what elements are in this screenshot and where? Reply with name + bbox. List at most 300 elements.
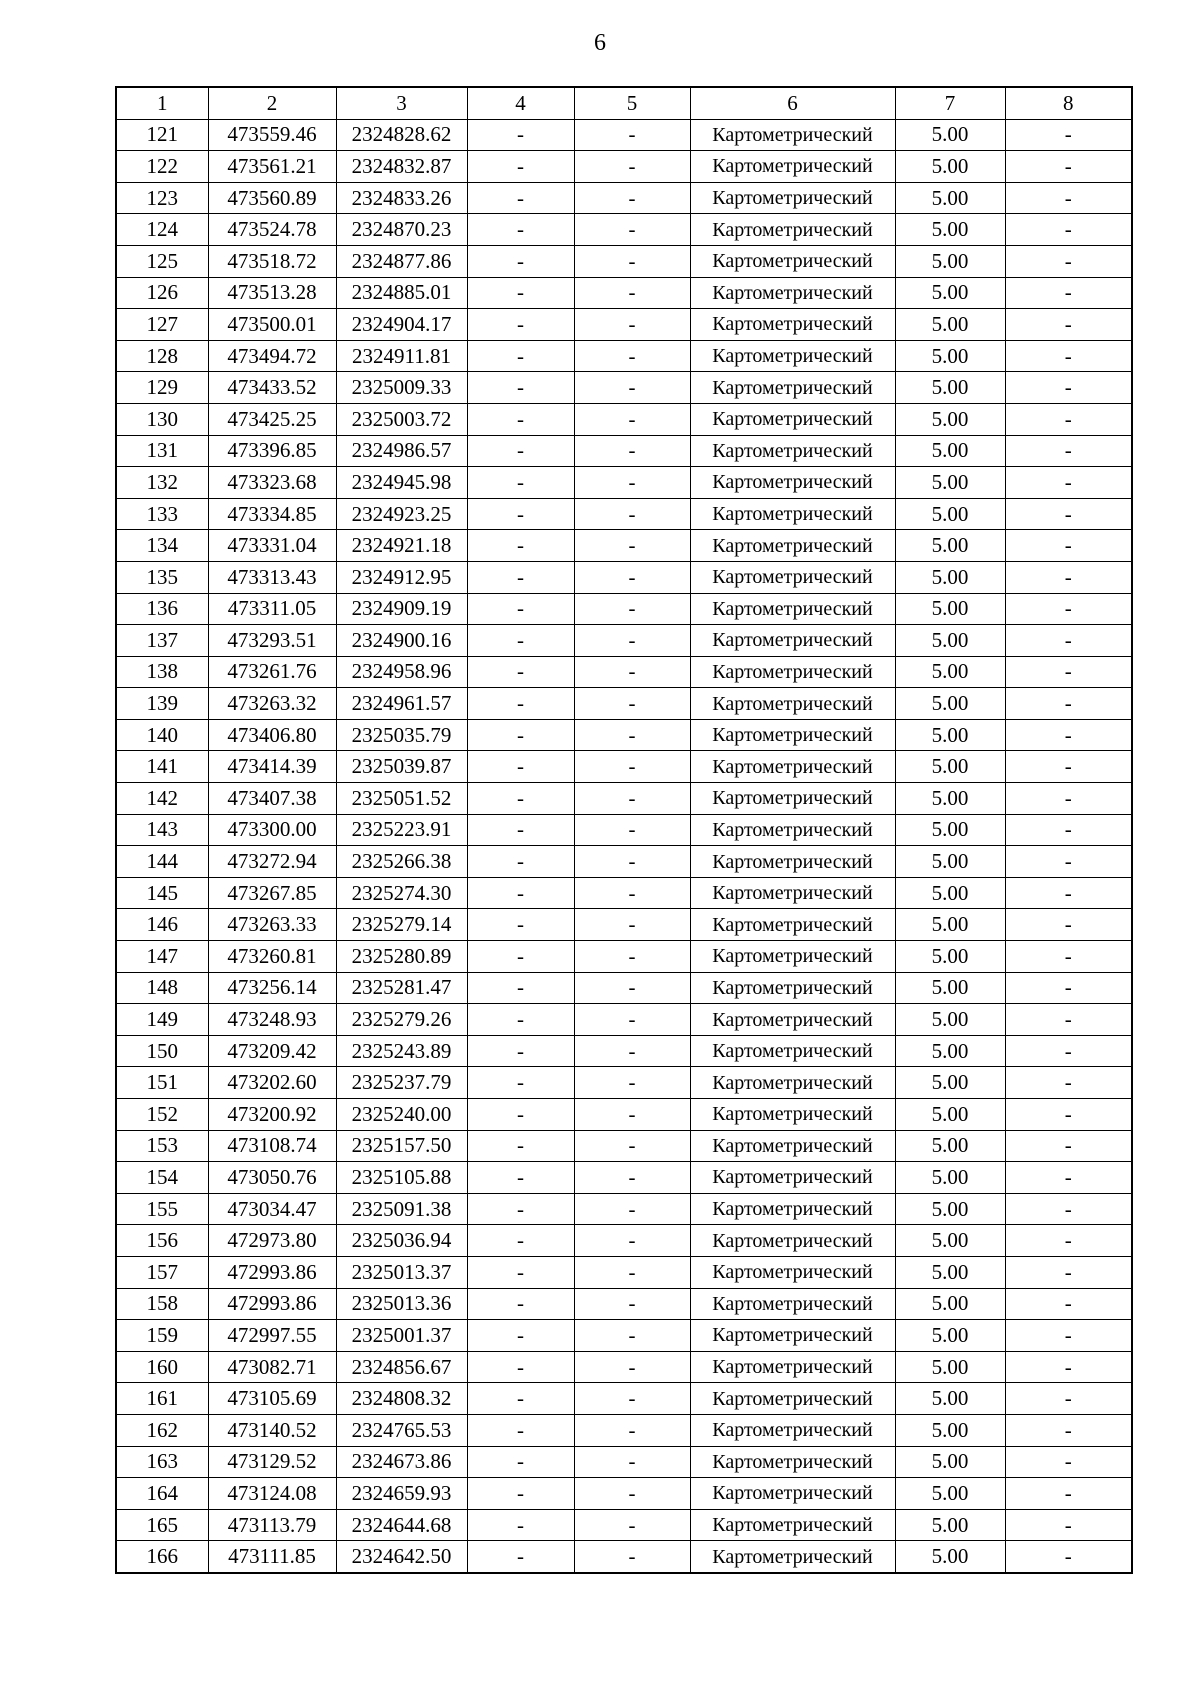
- col8-cell: -: [1005, 972, 1132, 1004]
- col8-cell: -: [1005, 593, 1132, 625]
- x-coordinate-cell: 473414.39: [208, 751, 336, 783]
- accuracy-cell: 5.00: [895, 1478, 1005, 1510]
- col5-cell: -: [574, 1414, 690, 1446]
- col5-cell: -: [574, 877, 690, 909]
- accuracy-cell: 5.00: [895, 277, 1005, 309]
- accuracy-cell: 5.00: [895, 1256, 1005, 1288]
- point-number-cell: 155: [116, 1193, 208, 1225]
- column-header: 2: [208, 87, 336, 119]
- accuracy-cell: 5.00: [895, 214, 1005, 246]
- accuracy-cell: 5.00: [895, 846, 1005, 878]
- table-row: [116, 1320, 1132, 1352]
- y-coordinate-cell: 2324673.86: [336, 1446, 467, 1478]
- y-coordinate-cell: 2325243.89: [336, 1035, 467, 1067]
- accuracy-cell: 5.00: [895, 593, 1005, 625]
- col5-cell: -: [574, 1509, 690, 1541]
- x-coordinate-cell: 473108.74: [208, 1130, 336, 1162]
- x-coordinate-cell: 473248.93: [208, 1004, 336, 1036]
- col8-cell: -: [1005, 1067, 1132, 1099]
- col4-cell: -: [467, 1288, 574, 1320]
- x-coordinate-cell: 473313.43: [208, 561, 336, 593]
- y-coordinate-cell: 2324828.62: [336, 119, 467, 151]
- point-number-cell: 131: [116, 435, 208, 467]
- col8-cell: -: [1005, 719, 1132, 751]
- col8-cell: -: [1005, 1320, 1132, 1352]
- y-coordinate-cell: 2325035.79: [336, 719, 467, 751]
- method-cell: Картометрический: [690, 1225, 895, 1257]
- accuracy-cell: 5.00: [895, 1035, 1005, 1067]
- table-row: [116, 498, 1132, 530]
- method-cell: Картометрический: [690, 656, 895, 688]
- accuracy-cell: 5.00: [895, 119, 1005, 151]
- col8-cell: -: [1005, 530, 1132, 562]
- y-coordinate-cell: 2325280.89: [336, 941, 467, 973]
- y-coordinate-cell: 2324986.57: [336, 435, 467, 467]
- x-coordinate-cell: 473111.85: [208, 1541, 336, 1573]
- method-cell: Картометрический: [690, 877, 895, 909]
- col8-cell: -: [1005, 403, 1132, 435]
- table-row: [116, 1351, 1132, 1383]
- method-cell: Картометрический: [690, 1320, 895, 1352]
- accuracy-cell: 5.00: [895, 245, 1005, 277]
- col4-cell: -: [467, 814, 574, 846]
- col8-cell: -: [1005, 846, 1132, 878]
- accuracy-cell: 5.00: [895, 403, 1005, 435]
- point-number-cell: 126: [116, 277, 208, 309]
- method-cell: Картометрический: [690, 972, 895, 1004]
- accuracy-cell: 5.00: [895, 719, 1005, 751]
- x-coordinate-cell: 472997.55: [208, 1320, 336, 1352]
- table-row: [116, 625, 1132, 657]
- method-cell: Картометрический: [690, 309, 895, 341]
- col8-cell: -: [1005, 119, 1132, 151]
- point-number-cell: 150: [116, 1035, 208, 1067]
- x-coordinate-cell: 473396.85: [208, 435, 336, 467]
- y-coordinate-cell: 2324856.67: [336, 1351, 467, 1383]
- x-coordinate-cell: 473129.52: [208, 1446, 336, 1478]
- col5-cell: -: [574, 340, 690, 372]
- col8-cell: -: [1005, 1351, 1132, 1383]
- accuracy-cell: 5.00: [895, 783, 1005, 815]
- col4-cell: -: [467, 309, 574, 341]
- y-coordinate-cell: 2325051.52: [336, 783, 467, 815]
- accuracy-cell: 5.00: [895, 909, 1005, 941]
- col5-cell: -: [574, 1320, 690, 1352]
- accuracy-cell: 5.00: [895, 1320, 1005, 1352]
- col8-cell: -: [1005, 309, 1132, 341]
- method-cell: Картометрический: [690, 1162, 895, 1194]
- method-cell: Картометрический: [690, 941, 895, 973]
- y-coordinate-cell: 2324642.50: [336, 1541, 467, 1573]
- method-cell: Картометрический: [690, 340, 895, 372]
- x-coordinate-cell: 473524.78: [208, 214, 336, 246]
- x-coordinate-cell: 473105.69: [208, 1383, 336, 1415]
- col5-cell: -: [574, 182, 690, 214]
- table-row: [116, 1541, 1132, 1573]
- accuracy-cell: 5.00: [895, 1162, 1005, 1194]
- col8-cell: -: [1005, 688, 1132, 720]
- y-coordinate-cell: 2325279.26: [336, 1004, 467, 1036]
- y-coordinate-cell: 2325279.14: [336, 909, 467, 941]
- col5-cell: -: [574, 1446, 690, 1478]
- col8-cell: -: [1005, 1162, 1132, 1194]
- column-header: 7: [895, 87, 1005, 119]
- method-cell: Картометрический: [690, 530, 895, 562]
- x-coordinate-cell: 473407.38: [208, 783, 336, 815]
- accuracy-cell: 5.00: [895, 340, 1005, 372]
- point-number-cell: 161: [116, 1383, 208, 1415]
- method-cell: Картометрический: [690, 688, 895, 720]
- col8-cell: -: [1005, 435, 1132, 467]
- table-row: [116, 751, 1132, 783]
- table-row: [116, 783, 1132, 815]
- method-cell: Картометрический: [690, 372, 895, 404]
- x-coordinate-cell: 473124.08: [208, 1478, 336, 1510]
- x-coordinate-cell: 473331.04: [208, 530, 336, 562]
- table-row: [116, 1099, 1132, 1131]
- point-number-cell: 139: [116, 688, 208, 720]
- method-cell: Картометрический: [690, 751, 895, 783]
- x-coordinate-cell: 473261.76: [208, 656, 336, 688]
- method-cell: Картометрический: [690, 1004, 895, 1036]
- accuracy-cell: 5.00: [895, 435, 1005, 467]
- y-coordinate-cell: 2324659.93: [336, 1478, 467, 1510]
- method-cell: Картометрический: [690, 593, 895, 625]
- col8-cell: -: [1005, 467, 1132, 499]
- point-number-cell: 158: [116, 1288, 208, 1320]
- table-row: [116, 1067, 1132, 1099]
- col4-cell: -: [467, 1004, 574, 1036]
- col5-cell: -: [574, 783, 690, 815]
- col8-cell: -: [1005, 1225, 1132, 1257]
- point-number-cell: 151: [116, 1067, 208, 1099]
- col8-cell: -: [1005, 340, 1132, 372]
- col8-cell: -: [1005, 1509, 1132, 1541]
- col4-cell: -: [467, 972, 574, 1004]
- table-row: [116, 467, 1132, 499]
- col8-cell: -: [1005, 1414, 1132, 1446]
- col8-cell: -: [1005, 1446, 1132, 1478]
- y-coordinate-cell: 2324832.87: [336, 151, 467, 183]
- x-coordinate-cell: 473140.52: [208, 1414, 336, 1446]
- col5-cell: -: [574, 1130, 690, 1162]
- x-coordinate-cell: 473272.94: [208, 846, 336, 878]
- method-cell: Картометрический: [690, 1478, 895, 1510]
- col4-cell: -: [467, 119, 574, 151]
- method-cell: Картометрический: [690, 498, 895, 530]
- table-row: [116, 214, 1132, 246]
- y-coordinate-cell: 2324870.23: [336, 214, 467, 246]
- y-coordinate-cell: 2324765.53: [336, 1414, 467, 1446]
- x-coordinate-cell: 473323.68: [208, 467, 336, 499]
- point-number-cell: 127: [116, 309, 208, 341]
- header-row: [116, 87, 1132, 119]
- col5-cell: -: [574, 846, 690, 878]
- accuracy-cell: 5.00: [895, 1067, 1005, 1099]
- col8-cell: -: [1005, 783, 1132, 815]
- point-number-cell: 160: [116, 1351, 208, 1383]
- y-coordinate-cell: 2325013.37: [336, 1256, 467, 1288]
- y-coordinate-cell: 2324945.98: [336, 467, 467, 499]
- col4-cell: -: [467, 909, 574, 941]
- col4-cell: -: [467, 1067, 574, 1099]
- method-cell: Картометрический: [690, 245, 895, 277]
- point-number-cell: 133: [116, 498, 208, 530]
- method-cell: Картометрический: [690, 1351, 895, 1383]
- table-row: [116, 688, 1132, 720]
- method-cell: Картометрический: [690, 214, 895, 246]
- point-number-cell: 152: [116, 1099, 208, 1131]
- y-coordinate-cell: 2325266.38: [336, 846, 467, 878]
- col4-cell: -: [467, 182, 574, 214]
- col8-cell: -: [1005, 151, 1132, 183]
- table-row: [116, 1162, 1132, 1194]
- col4-cell: -: [467, 1351, 574, 1383]
- x-coordinate-cell: 473263.33: [208, 909, 336, 941]
- col4-cell: -: [467, 1225, 574, 1257]
- point-number-cell: 138: [116, 656, 208, 688]
- point-number-cell: 148: [116, 972, 208, 1004]
- table-row: [116, 1478, 1132, 1510]
- point-number-cell: 166: [116, 1541, 208, 1573]
- point-number-cell: 124: [116, 214, 208, 246]
- col4-cell: -: [467, 403, 574, 435]
- col4-cell: -: [467, 1130, 574, 1162]
- y-coordinate-cell: 2324808.32: [336, 1383, 467, 1415]
- table-row: [116, 151, 1132, 183]
- col5-cell: -: [574, 972, 690, 1004]
- x-coordinate-cell: 473050.76: [208, 1162, 336, 1194]
- y-coordinate-cell: 2325013.36: [336, 1288, 467, 1320]
- table-row: [116, 1130, 1132, 1162]
- method-cell: Картометрический: [690, 1446, 895, 1478]
- accuracy-cell: 5.00: [895, 467, 1005, 499]
- table-row: [116, 814, 1132, 846]
- x-coordinate-cell: 473202.60: [208, 1067, 336, 1099]
- accuracy-cell: 5.00: [895, 1446, 1005, 1478]
- y-coordinate-cell: 2325091.38: [336, 1193, 467, 1225]
- y-coordinate-cell: 2324904.17: [336, 309, 467, 341]
- method-cell: Картометрический: [690, 182, 895, 214]
- accuracy-cell: 5.00: [895, 1288, 1005, 1320]
- y-coordinate-cell: 2325274.30: [336, 877, 467, 909]
- col5-cell: -: [574, 941, 690, 973]
- x-coordinate-cell: 473561.21: [208, 151, 336, 183]
- method-cell: Картометрический: [690, 846, 895, 878]
- accuracy-cell: 5.00: [895, 1414, 1005, 1446]
- col4-cell: -: [467, 1035, 574, 1067]
- col5-cell: -: [574, 814, 690, 846]
- y-coordinate-cell: 2325001.37: [336, 1320, 467, 1352]
- page-number: 6: [594, 30, 606, 56]
- table-row: [116, 435, 1132, 467]
- x-coordinate-cell: 473433.52: [208, 372, 336, 404]
- col5-cell: -: [574, 751, 690, 783]
- method-cell: Картометрический: [690, 119, 895, 151]
- method-cell: Картометрический: [690, 1256, 895, 1288]
- col4-cell: -: [467, 530, 574, 562]
- method-cell: Картометрический: [690, 1509, 895, 1541]
- table-row: [116, 1225, 1132, 1257]
- x-coordinate-cell: 473082.71: [208, 1351, 336, 1383]
- point-number-cell: 137: [116, 625, 208, 657]
- method-cell: Картометрический: [690, 1099, 895, 1131]
- column-header: 3: [336, 87, 467, 119]
- accuracy-cell: 5.00: [895, 1351, 1005, 1383]
- col8-cell: -: [1005, 1383, 1132, 1415]
- col4-cell: -: [467, 245, 574, 277]
- table-row: [116, 403, 1132, 435]
- table-row: [116, 1414, 1132, 1446]
- col5-cell: -: [574, 561, 690, 593]
- y-coordinate-cell: 2324923.25: [336, 498, 467, 530]
- y-coordinate-cell: 2324833.26: [336, 182, 467, 214]
- accuracy-cell: 5.00: [895, 1509, 1005, 1541]
- table-row: [116, 119, 1132, 151]
- col5-cell: -: [574, 467, 690, 499]
- method-cell: Картометрический: [690, 561, 895, 593]
- table-row: [116, 719, 1132, 751]
- point-number-cell: 144: [116, 846, 208, 878]
- table-row: [116, 1383, 1132, 1415]
- col4-cell: -: [467, 941, 574, 973]
- method-cell: Картометрический: [690, 403, 895, 435]
- point-number-cell: 162: [116, 1414, 208, 1446]
- method-cell: Картометрический: [690, 1541, 895, 1573]
- accuracy-cell: 5.00: [895, 1193, 1005, 1225]
- col8-cell: -: [1005, 877, 1132, 909]
- y-coordinate-cell: 2324961.57: [336, 688, 467, 720]
- accuracy-cell: 5.00: [895, 1004, 1005, 1036]
- col4-cell: -: [467, 1193, 574, 1225]
- point-number-cell: 142: [116, 783, 208, 815]
- col5-cell: -: [574, 1162, 690, 1194]
- x-coordinate-cell: 473200.92: [208, 1099, 336, 1131]
- col5-cell: -: [574, 688, 690, 720]
- col5-cell: -: [574, 1067, 690, 1099]
- col4-cell: -: [467, 1383, 574, 1415]
- col4-cell: -: [467, 277, 574, 309]
- point-number-cell: 128: [116, 340, 208, 372]
- col8-cell: -: [1005, 182, 1132, 214]
- col5-cell: -: [574, 151, 690, 183]
- point-number-cell: 149: [116, 1004, 208, 1036]
- col5-cell: -: [574, 1004, 690, 1036]
- x-coordinate-cell: 472993.86: [208, 1288, 336, 1320]
- x-coordinate-cell: 473263.32: [208, 688, 336, 720]
- point-number-cell: 121: [116, 119, 208, 151]
- method-cell: Картометрический: [690, 625, 895, 657]
- table-row: [116, 1509, 1132, 1541]
- col4-cell: -: [467, 1256, 574, 1288]
- column-header: 8: [1005, 87, 1132, 119]
- x-coordinate-cell: 473267.85: [208, 877, 336, 909]
- point-number-cell: 140: [116, 719, 208, 751]
- y-coordinate-cell: 2324900.16: [336, 625, 467, 657]
- accuracy-cell: 5.00: [895, 941, 1005, 973]
- table-row: [116, 656, 1132, 688]
- method-cell: Картометрический: [690, 277, 895, 309]
- col8-cell: -: [1005, 1478, 1132, 1510]
- point-number-cell: 156: [116, 1225, 208, 1257]
- accuracy-cell: 5.00: [895, 561, 1005, 593]
- point-number-cell: 134: [116, 530, 208, 562]
- col4-cell: -: [467, 1414, 574, 1446]
- table-row: [116, 877, 1132, 909]
- col5-cell: -: [574, 245, 690, 277]
- col5-cell: -: [574, 403, 690, 435]
- col5-cell: -: [574, 530, 690, 562]
- col8-cell: -: [1005, 625, 1132, 657]
- col8-cell: -: [1005, 245, 1132, 277]
- x-coordinate-cell: 473500.01: [208, 309, 336, 341]
- col5-cell: -: [574, 1099, 690, 1131]
- col4-cell: -: [467, 561, 574, 593]
- col5-cell: -: [574, 1035, 690, 1067]
- col8-cell: -: [1005, 561, 1132, 593]
- point-number-cell: 165: [116, 1509, 208, 1541]
- method-cell: Картометрический: [690, 435, 895, 467]
- col4-cell: -: [467, 435, 574, 467]
- x-coordinate-cell: 473334.85: [208, 498, 336, 530]
- col4-cell: -: [467, 1478, 574, 1510]
- x-coordinate-cell: 473034.47: [208, 1193, 336, 1225]
- x-coordinate-cell: 473260.81: [208, 941, 336, 973]
- method-cell: Картометрический: [690, 1193, 895, 1225]
- accuracy-cell: 5.00: [895, 751, 1005, 783]
- col4-cell: -: [467, 1541, 574, 1573]
- col8-cell: -: [1005, 1099, 1132, 1131]
- point-number-cell: 123: [116, 182, 208, 214]
- x-coordinate-cell: 473256.14: [208, 972, 336, 1004]
- point-number-cell: 125: [116, 245, 208, 277]
- accuracy-cell: 5.00: [895, 372, 1005, 404]
- table-row: [116, 340, 1132, 372]
- col4-cell: -: [467, 151, 574, 183]
- accuracy-cell: 5.00: [895, 498, 1005, 530]
- y-coordinate-cell: 2325281.47: [336, 972, 467, 1004]
- table-row: [116, 941, 1132, 973]
- table-body: [116, 119, 1132, 1573]
- x-coordinate-cell: 473300.00: [208, 814, 336, 846]
- col8-cell: -: [1005, 498, 1132, 530]
- x-coordinate-cell: 473494.72: [208, 340, 336, 372]
- col5-cell: -: [574, 435, 690, 467]
- point-number-cell: 129: [116, 372, 208, 404]
- y-coordinate-cell: 2324911.81: [336, 340, 467, 372]
- col5-cell: -: [574, 309, 690, 341]
- x-coordinate-cell: 473311.05: [208, 593, 336, 625]
- col5-cell: -: [574, 593, 690, 625]
- table-row: [116, 1035, 1132, 1067]
- table-row: [116, 972, 1132, 1004]
- y-coordinate-cell: 2324644.68: [336, 1509, 467, 1541]
- y-coordinate-cell: 2324885.01: [336, 277, 467, 309]
- accuracy-cell: 5.00: [895, 182, 1005, 214]
- col8-cell: -: [1005, 1004, 1132, 1036]
- table-row: [116, 846, 1132, 878]
- table-row: [116, 1004, 1132, 1036]
- table-row: [116, 530, 1132, 562]
- x-coordinate-cell: 473406.80: [208, 719, 336, 751]
- table-row: [116, 1256, 1132, 1288]
- method-cell: Картометрический: [690, 719, 895, 751]
- table-row: [116, 1446, 1132, 1478]
- accuracy-cell: 5.00: [895, 1130, 1005, 1162]
- table-row: [116, 277, 1132, 309]
- col4-cell: -: [467, 1320, 574, 1352]
- col8-cell: -: [1005, 1193, 1132, 1225]
